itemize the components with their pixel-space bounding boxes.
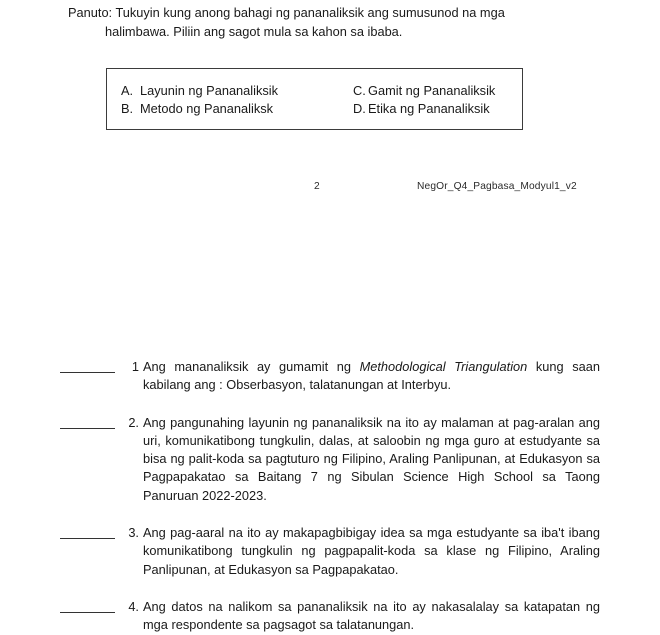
- page-footer: [0, 181, 660, 197]
- item-text-2: Ang pangunahing layunin ng pananaliksik na ito ay malaman at pag-aralan ang uri, komunikatibong tungkulin, dalas, at saloobin ng mga guro at estudyante sa bisa ng palit-koda sa pagtuturo ng Filipino, Araling Panlipunan, at Edukasyon sa Pagpapakatao sa Baitang 7 ng Sibulan Science High School sa Taong Panuruan 2022-2023.: [143, 414, 600, 503]
- answer-choices-grid: [121, 82, 516, 118]
- answer-choices-row-1: [121, 82, 516, 100]
- option-d: [353, 100, 490, 118]
- answer-choices-row-2: [121, 100, 516, 118]
- item-1-italic-phrase: Methodological Triangulation: [359, 359, 528, 374]
- option-c: [353, 82, 495, 100]
- item-number-4: 4.: [128, 598, 139, 614]
- exercise-item-4: [60, 598, 600, 635]
- answer-choices-box: [106, 68, 523, 130]
- document-code: NegOr_Q4_Pagbasa_Modyul1_v2: [417, 181, 577, 192]
- option-a-letter: A.: [121, 83, 134, 98]
- answer-blank-2[interactable]: [60, 414, 115, 429]
- option-c-letter: C.: [353, 83, 366, 98]
- item-1-text-before: Ang mananaliksik ay gumamit ng: [143, 359, 360, 374]
- exercise-item-2: [60, 414, 600, 505]
- item-1-text-after: kung saan kabilang ang : Obserbasyon, talatanungan at Interbyu.: [143, 359, 600, 393]
- answer-blank-3[interactable]: [60, 524, 115, 539]
- option-b-letter: B.: [121, 101, 134, 116]
- panuto-line-1: Panuto: Tukuyin kung anong bahagi ng pananaliksik ang sumusunod na mga: [68, 5, 505, 20]
- page-number: 2: [314, 181, 320, 192]
- option-d-letter: D.: [353, 101, 366, 116]
- panuto-instructions: [68, 4, 578, 41]
- option-b-label: Metodo ng Pananaliksk: [140, 101, 274, 116]
- option-a-label: Layunin ng Pananaliksik: [140, 83, 279, 98]
- item-text-1: [143, 358, 600, 395]
- option-d-label: Etika ng Pananaliksik: [368, 101, 490, 116]
- item-text-3: Ang pag-aaral na ito ay makapagbibigay idea sa mga estudyante sa iba't ibang komunikatibong tungkulin ng pagpapalit-koda sa klase ng Filipino, Araling Panlipunan, at Edukasyon sa Pagpapakatao.: [143, 525, 600, 577]
- answer-blank-1[interactable]: [60, 358, 115, 373]
- panuto-line-2: halimbawa. Piliin ang sagot mula sa kahon sa ibaba.: [105, 23, 403, 39]
- exercise-items-list: [60, 358, 600, 635]
- option-a: [121, 82, 353, 100]
- option-b: [121, 100, 353, 118]
- item-number-2: 2.: [128, 414, 139, 430]
- item-number-1: 1: [131, 359, 139, 374]
- answer-blank-4[interactable]: [60, 598, 115, 613]
- exercise-item-1: [60, 358, 600, 395]
- exercise-item-3: [60, 524, 600, 579]
- item-text-4: Ang datos na nalikom sa pananaliksik na ito ay nakasalalay sa katapatan ng mga respondente sa pagsagot sa talatanungan.: [143, 598, 600, 633]
- option-c-label: Gamit ng Pananaliksik: [368, 83, 496, 98]
- item-number-3: 3.: [128, 525, 139, 541]
